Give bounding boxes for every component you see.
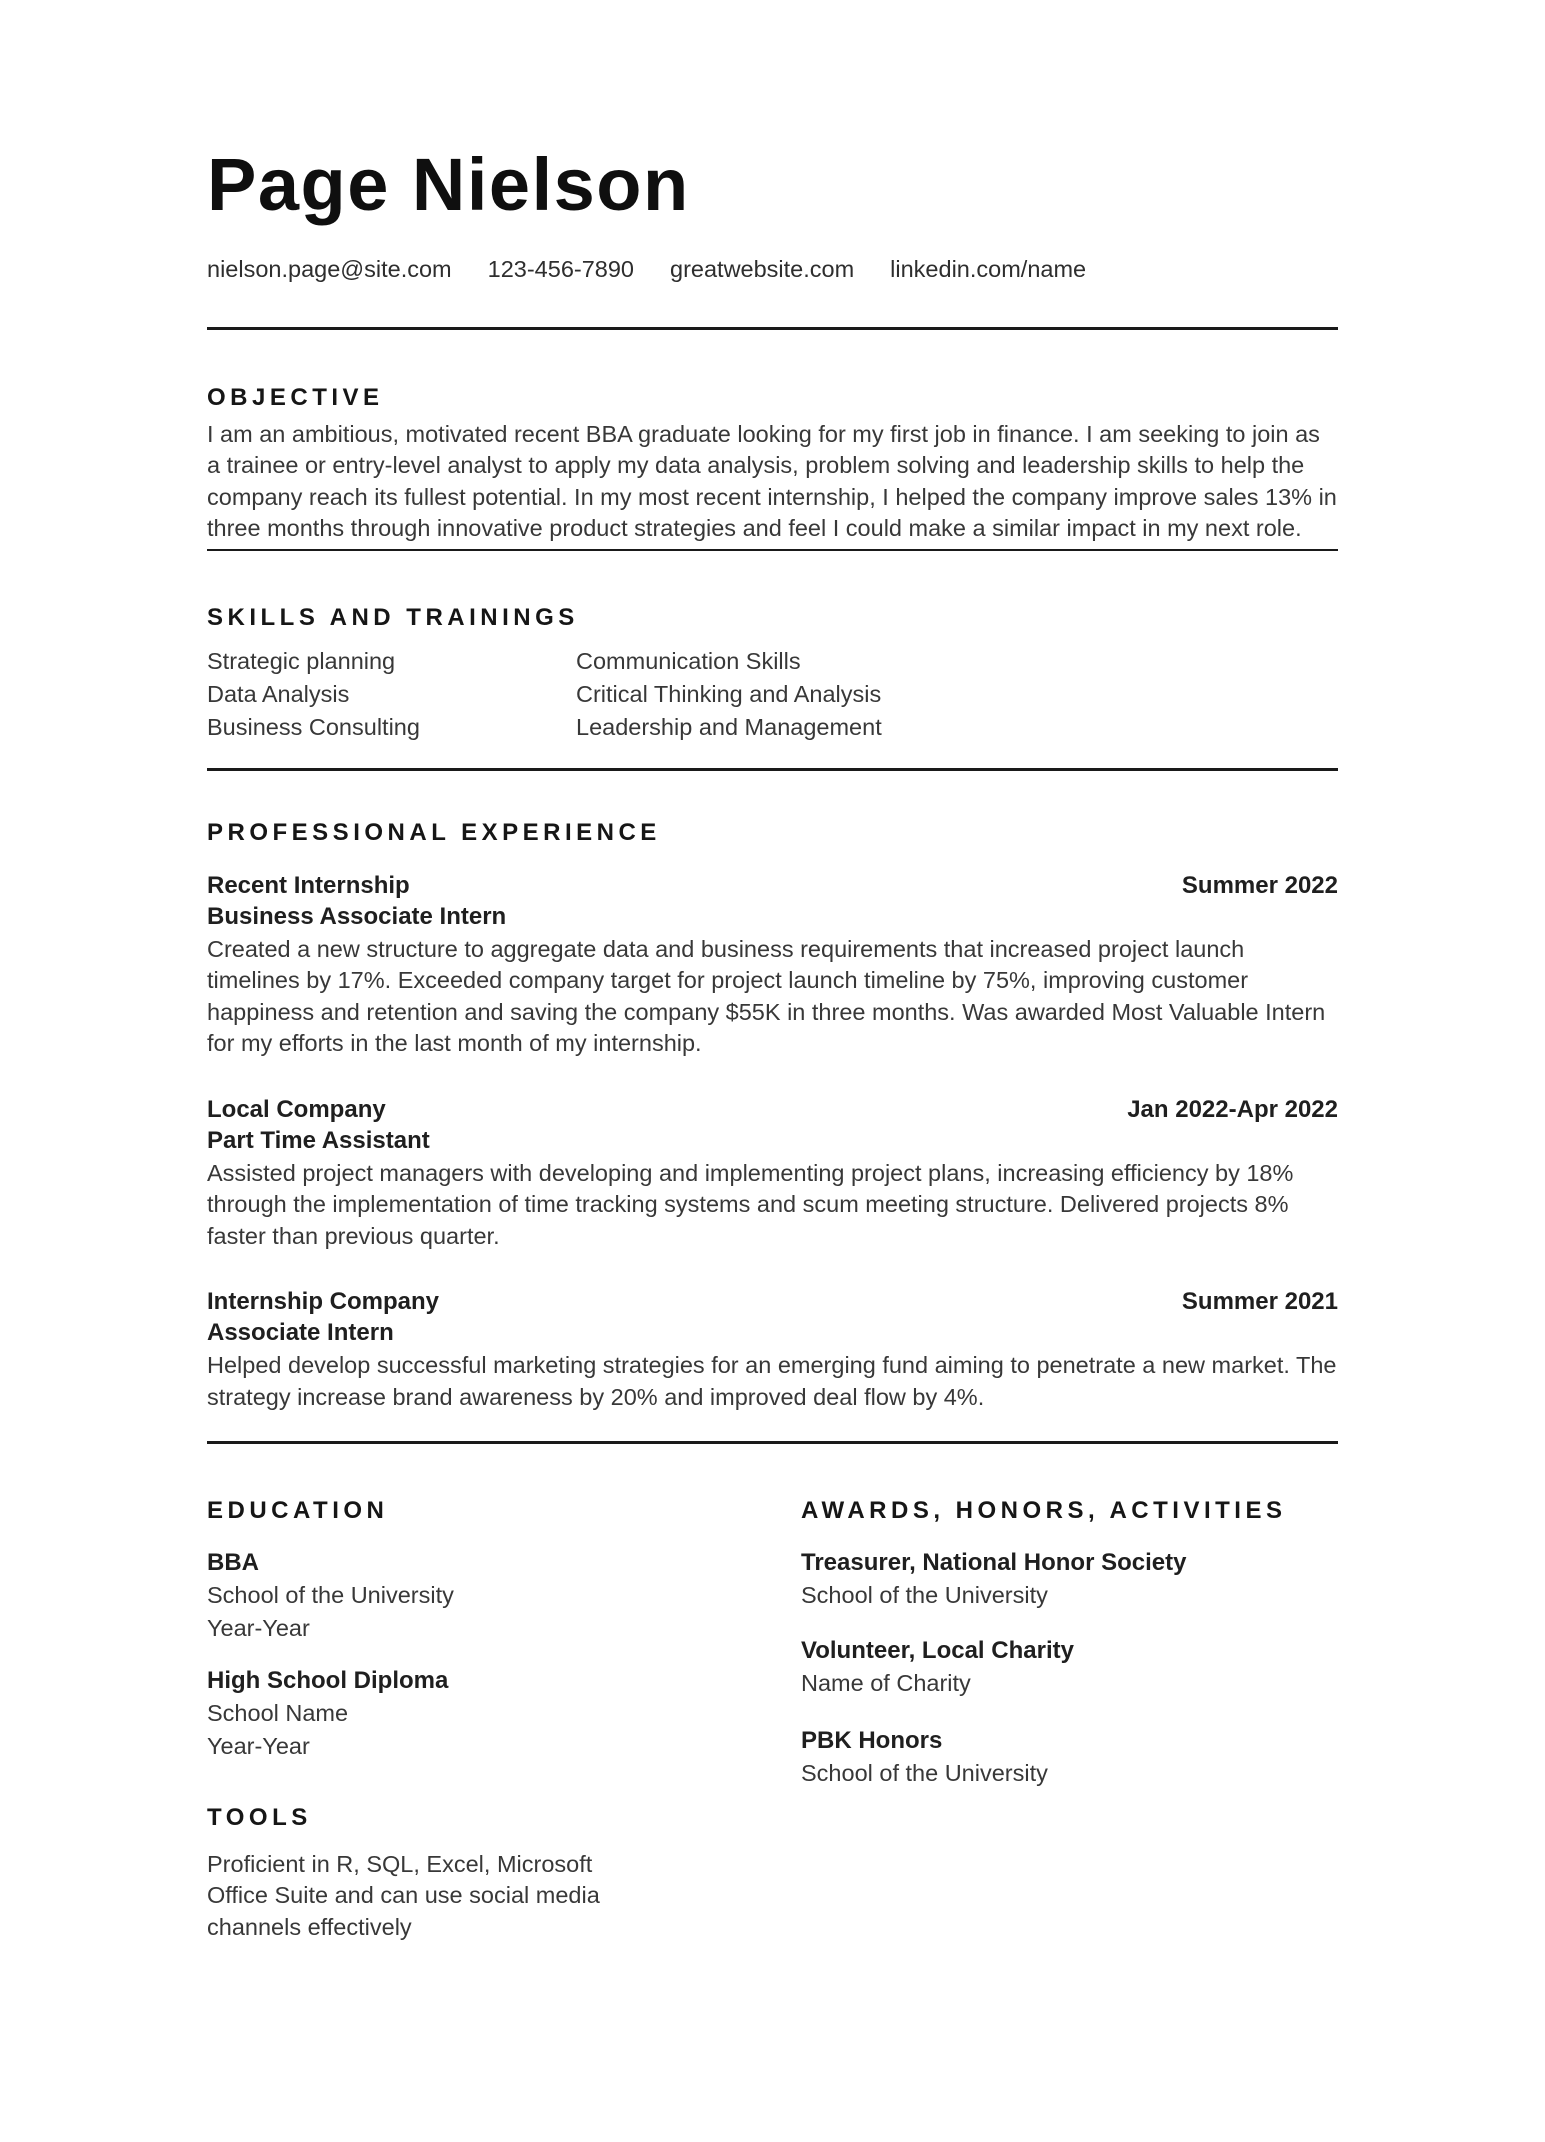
bottom-columns xyxy=(207,1496,1338,1944)
section-experience xyxy=(207,818,1338,1414)
tools-text: Proficient in R, SQL, Excel, Microsoft Office Suite and can use social media channels effectively xyxy=(207,1850,600,1940)
job-company: Recent Internship xyxy=(207,871,410,899)
section-objective xyxy=(207,383,1338,545)
job-dates: Jan 2022-Apr 2022 xyxy=(1127,1095,1338,1123)
skill-item: Leadership and Management xyxy=(576,714,882,740)
contact-website: greatwebsite.com xyxy=(670,256,855,282)
resume-page xyxy=(0,142,1545,2142)
job-dates: Summer 2022 xyxy=(1181,871,1338,899)
school-name: School Name xyxy=(207,1699,349,1726)
award-org: School of the University xyxy=(801,1759,1048,1786)
education-entry xyxy=(207,1546,801,1645)
award-entry xyxy=(801,1724,1338,1790)
award-entry xyxy=(801,1634,1338,1700)
section-awards xyxy=(801,1496,1338,1790)
education-entry xyxy=(207,1664,801,1763)
award-entry xyxy=(801,1546,1338,1612)
award-title: Treasurer, National Honor Society xyxy=(801,1548,1187,1576)
contact-email: nielson.page@site.com xyxy=(207,256,452,282)
skill-item: Strategic planning xyxy=(207,648,396,674)
job-title: Part Time Assistant xyxy=(207,1126,430,1154)
job-header xyxy=(207,1094,1338,1125)
education-heading: EDUCATION xyxy=(207,1496,389,1524)
divider-objective xyxy=(207,549,1338,552)
education-years: Year-Year xyxy=(207,1732,310,1759)
job-description: Assisted project managers with developing and implementing project plans, increasing efficiency by 18% through the implementation of time tracking systems and scum meeting structure. Delivered projects 8% faster than previous quarter. xyxy=(207,1159,1294,1249)
experience-heading: PROFESSIONAL EXPERIENCE xyxy=(207,818,661,846)
section-education xyxy=(207,1496,801,1763)
contact-linkedin: linkedin.com/name xyxy=(890,256,1087,282)
skills-column-1 xyxy=(207,645,576,744)
skill-item: Business Consulting xyxy=(207,714,420,740)
skill-item: Data Analysis xyxy=(207,681,350,707)
divider-skills xyxy=(207,768,1338,771)
job-entry xyxy=(207,1286,1338,1413)
degree-name: BBA xyxy=(207,1548,259,1576)
job-description: Created a new structure to aggregate data and business requirements that increased project launch timelines by 17%. Exceeded company target for project launch timeline by 75%, improving customer happiness and retention and saving the company $55K in three months. Was awarded Most Valuable Intern for my efforts in the last month of my internship. xyxy=(207,935,1326,1056)
job-title: Associate Intern xyxy=(207,1319,394,1346)
divider-experience xyxy=(207,1441,1338,1444)
job-dates: Summer 2021 xyxy=(1181,1288,1338,1315)
award-title: PBK Honors xyxy=(801,1726,943,1754)
tools-heading: TOOLS xyxy=(207,1803,312,1831)
contact-row xyxy=(207,254,1338,284)
candidate-name: Page Nielson xyxy=(207,143,690,226)
contact-phone: 123-456-7890 xyxy=(487,256,634,282)
skills-column-2 xyxy=(576,645,1338,744)
section-skills xyxy=(207,603,1338,744)
award-title: Volunteer, Local Charity xyxy=(801,1636,1074,1664)
skill-item: Critical Thinking and Analysis xyxy=(576,681,882,707)
job-entry xyxy=(207,1094,1338,1253)
job-header xyxy=(207,1286,1338,1317)
award-org: Name of Charity xyxy=(801,1669,971,1696)
job-header xyxy=(207,870,1338,901)
skills-columns xyxy=(207,645,1338,744)
job-description: Helped develop successful marketing strategies for an emerging fund aiming to penetrate a new market. The strategy increase brand awareness by 20% and improved deal flow by 4%. xyxy=(207,1352,1337,1410)
job-company: Internship Company xyxy=(207,1288,440,1315)
job-company: Local Company xyxy=(207,1095,386,1123)
degree-name: High School Diploma xyxy=(207,1666,449,1694)
education-years: Year-Year xyxy=(207,1614,310,1641)
bottom-left-column xyxy=(207,1496,801,1944)
bottom-right-column xyxy=(801,1496,1338,1944)
job-entry xyxy=(207,870,1338,1060)
objective-text: I am an ambitious, motivated recent BBA graduate looking for my first job in finance. I am seeking to join as a trainee or entry-level analyst to apply my data analysis, problem solving and leadership skills to help the company reach its fullest potential. In my most recent internship, I helped the company improve sales 13% in three months through innovative product strategies and feel I could make a similar impact in my next role. xyxy=(207,420,1337,541)
school-name: School of the University xyxy=(207,1581,454,1608)
objective-heading: OBJECTIVE xyxy=(207,383,384,411)
divider-header xyxy=(207,327,1338,330)
award-org: School of the University xyxy=(801,1581,1048,1608)
skills-heading: SKILLS AND TRAININGS xyxy=(207,604,579,631)
skill-item: Communication Skills xyxy=(576,648,801,674)
section-tools xyxy=(207,1803,801,1944)
job-title: Business Associate Intern xyxy=(207,902,507,930)
awards-heading: AWARDS, HONORS, ACTIVITIES xyxy=(801,1496,1287,1524)
